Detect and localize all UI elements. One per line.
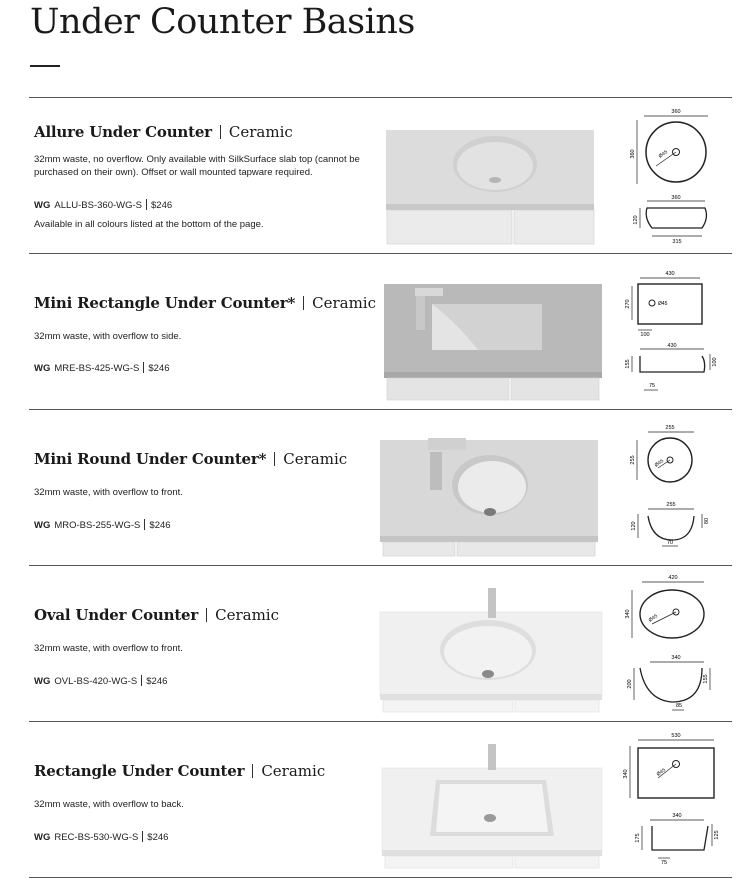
wg-label: WG: [34, 363, 51, 374]
product-name: Mini Rectangle Under Counter*: [34, 294, 296, 312]
page-title: Under Counter Basins: [30, 2, 415, 42]
product-material: Ceramic: [215, 606, 279, 624]
tap-lever: [428, 438, 466, 450]
tap-body: [416, 292, 425, 330]
dimension-label: 75: [660, 860, 668, 866]
dimension-label: Ø45: [653, 458, 665, 469]
dimension-label: 120: [633, 215, 639, 225]
product-code: OVL-BS-420-WG-S: [54, 676, 138, 687]
dimension-label: Ø45: [647, 613, 659, 624]
product-name: Oval Under Counter: [34, 606, 199, 624]
wg-label: WG: [34, 676, 51, 687]
separator: [206, 608, 207, 622]
dimension-label: 120: [631, 521, 637, 531]
waste-outlet: [484, 814, 496, 822]
product-material: Ceramic: [312, 294, 376, 312]
product-code: REC-BS-530-WG-S: [54, 832, 139, 843]
dimension-label: 125: [714, 830, 720, 840]
dimension-label: 420: [668, 575, 678, 581]
product-code-line: [34, 675, 167, 687]
separator: [143, 362, 144, 373]
separator: [303, 296, 304, 310]
tap-lever: [415, 288, 443, 296]
bench-edge: [384, 372, 602, 378]
bench-edge: [380, 694, 602, 700]
product-code: MRO-BS-255-WG-S: [54, 520, 141, 531]
technical-diagram: [622, 566, 732, 722]
product-mini-round-under-counter: [0, 410, 739, 566]
product-code: ALLU-BS-360-WG-S: [54, 200, 142, 211]
separator: [220, 125, 221, 139]
basin-render: [378, 254, 608, 410]
dimension-label: Ø45: [658, 301, 668, 307]
separator: [142, 831, 143, 842]
waste-outlet: [489, 177, 501, 183]
product-description: 32mm waste, no overflow. Only available with SilkSurface slab top (cannot be purchased on their own). Offset or wall mounted tapware required.: [34, 154, 360, 178]
technical-diagram: [622, 254, 732, 410]
dimension-label: 340: [625, 609, 631, 619]
product-price: $246: [147, 832, 169, 843]
dimension-label: 360: [630, 149, 636, 159]
product-code-line: [34, 519, 171, 531]
dimension-label: 70: [666, 540, 674, 546]
waste-outlet: [484, 508, 496, 516]
basin-render: [378, 98, 608, 254]
dimension-label: 360: [671, 109, 681, 115]
separator: [146, 199, 147, 210]
dimension-label: 315: [672, 239, 682, 245]
dimension-label: 100: [712, 357, 718, 367]
basin-bowl: [436, 784, 548, 832]
product-allure-under-counter: [0, 98, 739, 254]
product-price: $246: [146, 676, 168, 687]
drawer-right: [515, 700, 599, 712]
dimension-label: 75: [648, 383, 656, 389]
product-code-line: [34, 362, 169, 374]
product-code-line: [34, 199, 172, 211]
basin-bowl: [458, 461, 526, 513]
product-price: $246: [149, 520, 171, 531]
dimension-label: 255: [630, 455, 636, 465]
dimension-label: 270: [625, 299, 631, 309]
product-code-line: [34, 831, 168, 843]
separator: [141, 675, 142, 686]
basin-render: [378, 410, 608, 566]
dimension-label: 255: [666, 502, 676, 508]
dimension-label: 155: [625, 359, 631, 369]
product-name: Allure Under Counter: [34, 123, 212, 141]
product-price: $246: [151, 200, 173, 211]
separator: [144, 519, 145, 530]
product-mini-rectangle-under-counter: [0, 254, 739, 410]
bench-edge: [380, 536, 598, 542]
product-description: 32mm waste, with overflow to side.: [34, 331, 182, 342]
product-material: Ceramic: [261, 762, 326, 780]
basin-render: [378, 722, 608, 878]
product-price: $246: [148, 363, 170, 374]
product-name: Rectangle Under Counter: [34, 762, 245, 780]
drawer-left: [387, 378, 509, 400]
drawer-left: [387, 210, 512, 244]
dimension-label: 255: [665, 425, 675, 431]
tap-body: [488, 744, 496, 770]
separator: [252, 764, 253, 778]
product-oval-under-counter: [0, 566, 739, 722]
drawer-left: [385, 856, 513, 868]
bench-edge: [382, 850, 602, 856]
drawer-right: [515, 856, 599, 868]
dimension-label: Ø45: [655, 767, 667, 778]
drawer-left: [383, 542, 455, 556]
product-heading: [34, 606, 279, 624]
dimension-label: 200: [627, 679, 633, 689]
product-description: 32mm waste, with overflow to front.: [34, 643, 183, 654]
bench-edge: [386, 204, 594, 210]
product-code: MRE-BS-425-WG-S: [54, 363, 140, 374]
dimension-label: 430: [667, 343, 677, 349]
product-description: 32mm waste, with overflow to back.: [34, 799, 184, 810]
drawer-right: [514, 210, 594, 244]
dimension-label: 360: [671, 195, 681, 201]
separator: [274, 452, 275, 466]
title-dash: [30, 65, 60, 67]
product-heading: [34, 294, 376, 312]
basin-render: [378, 566, 608, 722]
drawer-right: [511, 378, 599, 400]
product-heading: [34, 450, 347, 468]
product-description: 32mm waste, with overflow to front.: [34, 487, 183, 498]
dimension-label: Ø45: [657, 149, 669, 160]
dimension-label: 100: [640, 332, 650, 338]
dimension-label: 155: [703, 674, 709, 684]
dimension-label: 175: [635, 833, 641, 843]
waste-outlet: [482, 670, 494, 678]
technical-diagram: [622, 410, 732, 566]
technical-diagram: [622, 722, 732, 878]
tap-body: [488, 588, 496, 618]
dimension-label: 530: [671, 733, 681, 739]
dimension-label: 340: [623, 769, 629, 779]
wg-label: WG: [34, 520, 51, 531]
dimension-label: 340: [672, 813, 682, 819]
drawer-left: [383, 700, 513, 712]
availability-note: Available in all colours listed at the bottom of the page.: [34, 219, 264, 230]
product-heading: [34, 123, 293, 141]
wg-label: WG: [34, 832, 51, 843]
dimension-label: 85: [675, 703, 683, 709]
product-material: Ceramic: [228, 123, 293, 141]
wg-label: WG: [34, 200, 51, 211]
drawer-right: [457, 542, 595, 556]
dimension-label: 430: [665, 271, 675, 277]
dimension-label: 340: [671, 655, 681, 661]
product-name: Mini Round Under Counter*: [34, 450, 267, 468]
dimension-label: 80: [704, 517, 710, 525]
tap-body: [430, 452, 442, 490]
product-rectangle-under-counter: [0, 722, 739, 878]
technical-diagram: [622, 98, 732, 254]
product-material: Ceramic: [283, 450, 348, 468]
product-heading: [34, 762, 325, 780]
